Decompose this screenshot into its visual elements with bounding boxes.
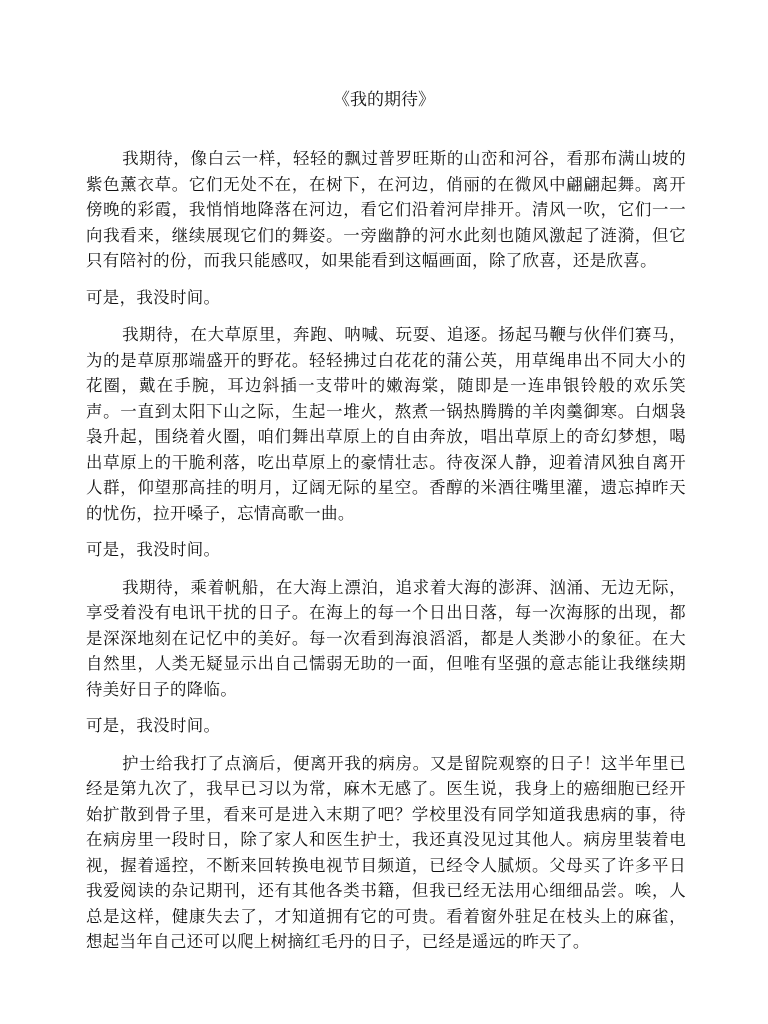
refrain-no-time: 可是，我没时间。	[86, 540, 221, 559]
paragraph-sea: 我期待，乘着帆船，在大海上漂泊，追求着大海的澎湃、汹涌、无边无际，享受着没有电讯干扰的日子。在海上的每一个日出日落，每一次海豚的出现，都是深深地刻在记忆中的美好。每一次看到海浪滔滔，都是人类渺小的象征。在大自然里，人类无疑显示出自己懦弱无助的一面，但唯有坚强的意志能让我继续期待美好日子的降临。	[86, 577, 686, 699]
refrain-no-time: 可是，我没时间。	[86, 287, 221, 307]
paragraph-hospital: 护士给我打了点滴后，便离开我的病房。又是留院观察的日子！这半年里已经是第九次了，我早已习以为常，麻木无感了。医生说，我身上的癌细胞已经开始扩散到骨子里，看来可是进入末期了吧？学校里没有同学知道我患病的事，待在病房里一段时日，除了家人和医生护士，我还真没见过其他人。病房里装着电视，握着遥控，不断来回转换电视节目频道，已经令人腻烦。父母买了许多平日我爱阅读的杂记期刊，还有其他各类书籍，但我已经无法用心细细品尝。唉，人总是这样，健康失去了，才知道拥有它的可贵。看着窗外驻足在枝头上的麻雀，想起当年自己还可以爬上树摘红毛丹的日子，已经是遥远的昨天了。	[86, 753, 686, 951]
document-body	[86, 146, 686, 966]
refrain-no-time: 可是，我没时间。	[86, 716, 221, 735]
paragraph-lavender: 我期待，像白云一样，轻轻的飘过普罗旺斯的山峦和河谷，看那布满山坡的紫色薰衣草。它们无处不在，在树下，在河边，俏丽的在微风中翩翩起舞。离开傍晚的彩霞，我悄悄地降落在河边，看它们沿着河岸排开。清风一吹，它们一一向我看来，继续展现它们的舞姿。一旁幽静的河水此刻也随风激起了涟漪，但它只有陪衬的份，而我只能感叹，如果能看到这幅画面，除了欣喜，还是欣喜。	[86, 149, 686, 270]
document-title: 《我的期待》	[333, 90, 435, 110]
paragraph-grassland: 我期待，在大草原里，奔跑、呐喊、玩耍、追逐。扬起马鞭与伙伴们赛马，为的是草原那端盛开的野花。轻轻拂过白花花的蒲公英，用草绳串出不同大小的花圈，戴在手腕，耳边斜插一支带叶的嫩海棠，随即是一连串银铃般的欢乐笑声。一直到太阳下山之际，生起一堆火，熬煮一锅热腾腾的羊肉羹御寒。白烟袅袅升起，围绕着火圈，咱们舞出草原上的自由奔放，唱出草原上的奇幻梦想，喝出草原上的干脆利落，吃出草原上的豪情壮志。待夜深人静，迎着清风独自离开人群，仰望那高挂的明月，辽阔无际的星空。香醇的米酒往嘴里灌，遗忘掉昨天的忧伤，拉开嗓子，忘情高歌一曲。	[86, 325, 686, 523]
